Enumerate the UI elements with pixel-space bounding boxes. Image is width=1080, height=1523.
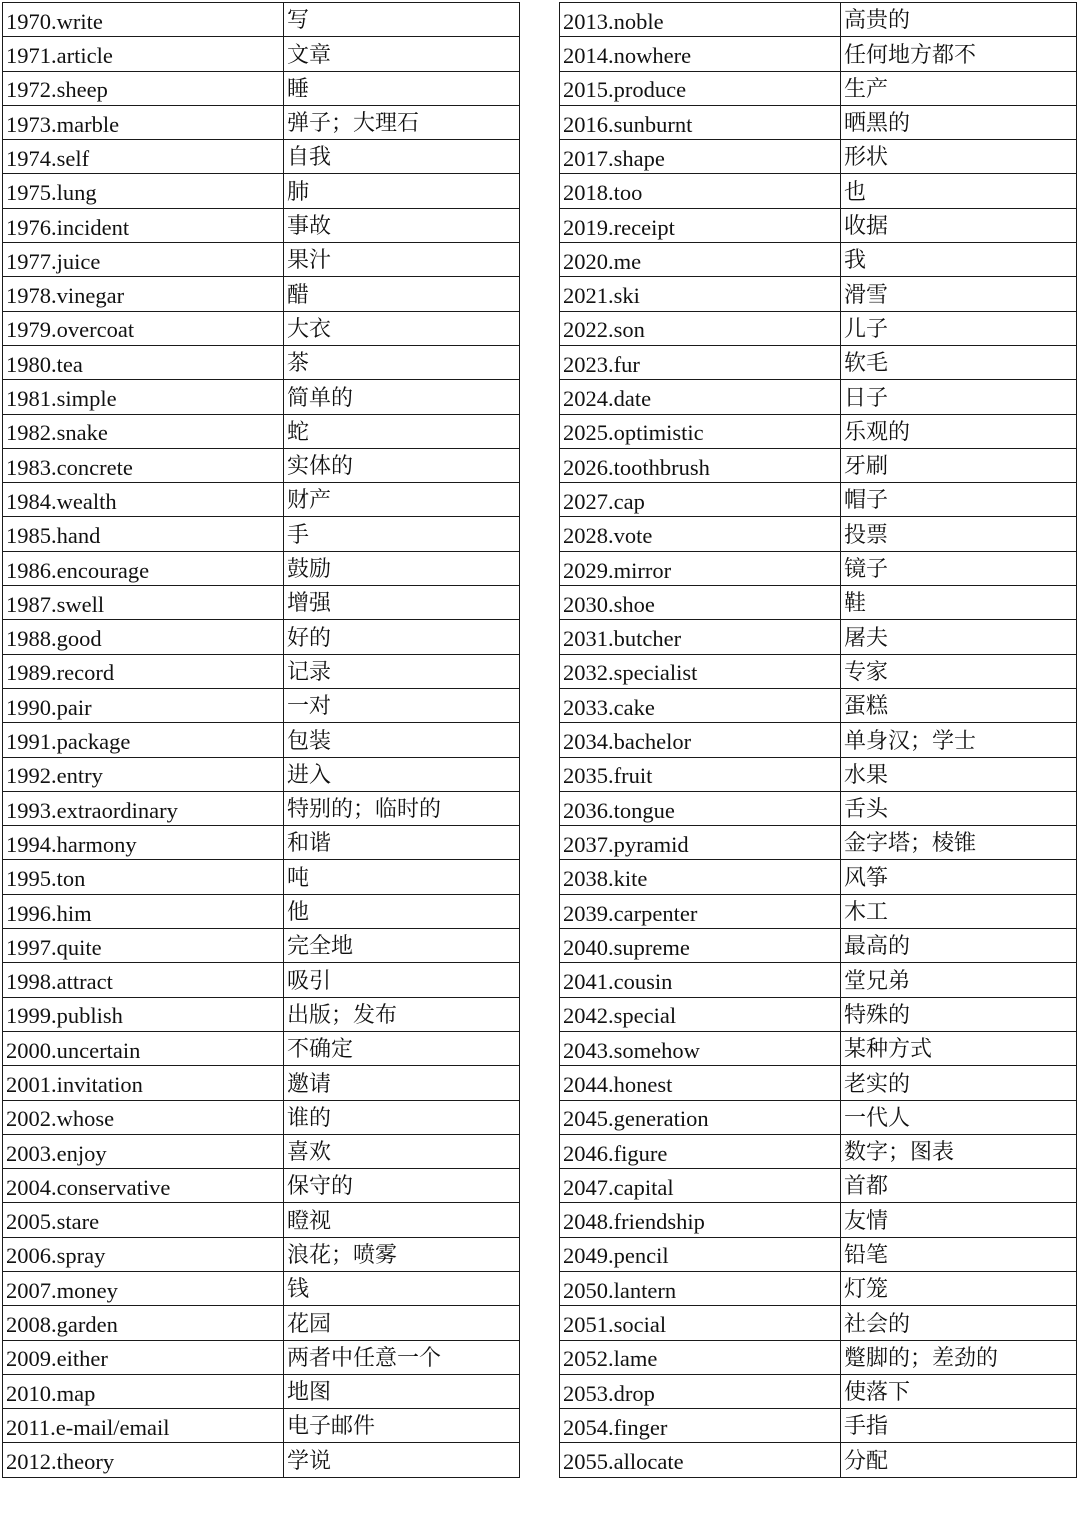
vocab-word: 1999.publish [3,997,284,1031]
table-row [560,311,1077,345]
table-row [560,1203,1077,1237]
vocab-meaning: 数字；图表 [841,1134,1077,1168]
vocab-meaning: 浪花；喷雾 [284,1237,520,1271]
table-row [3,414,520,448]
vocab-meaning: 特别的；临时的 [284,791,520,825]
vocab-meaning: 肺 [284,174,520,208]
vocab-word: 2037.pyramid [560,826,841,860]
vocab-meaning: 一对 [284,688,520,722]
vocab-word: 2046.figure [560,1134,841,1168]
table-row [3,3,520,37]
table-row [3,71,520,105]
vocab-meaning: 吨 [284,860,520,894]
vocab-word: 2021.ski [560,277,841,311]
table-row [560,620,1077,654]
vocab-meaning: 高贵的 [841,3,1077,37]
vocab-meaning: 最高的 [841,929,1077,963]
vocab-word: 1992.entry [3,757,284,791]
table-row [560,140,1077,174]
vocab-meaning: 一代人 [841,1100,1077,1134]
table-row [3,448,520,482]
table-row [560,1374,1077,1408]
vocab-meaning: 任何地方都不 [841,37,1077,71]
table-row [560,414,1077,448]
table-row [560,551,1077,585]
table-row [560,1340,1077,1374]
vocab-word: 1982.snake [3,414,284,448]
table-row [560,1237,1077,1271]
vocab-word: 1977.juice [3,243,284,277]
vocab-meaning: 花园 [284,1306,520,1340]
vocab-meaning: 财产 [284,483,520,517]
vocab-word: 2000.uncertain [3,1031,284,1065]
vocab-meaning: 包装 [284,723,520,757]
table-row [3,1409,520,1443]
table-row [560,37,1077,71]
table-row [3,929,520,963]
vocab-word: 2011.e-mail/email [3,1409,284,1443]
vocab-meaning: 不确定 [284,1031,520,1065]
vocab-word: 2047.capital [560,1169,841,1203]
vocab-word: 2039.carpenter [560,894,841,928]
vocab-word: 2018.too [560,174,841,208]
vocab-meaning: 地图 [284,1374,520,1408]
vocab-word: 2030.shoe [560,586,841,620]
vocab-meaning: 保守的 [284,1169,520,1203]
vocab-meaning: 某种方式 [841,1031,1077,1065]
table-row [560,654,1077,688]
vocab-word: 2001.invitation [3,1066,284,1100]
vocab-word: 2029.mirror [560,551,841,585]
vocab-meaning: 舌头 [841,791,1077,825]
table-row [3,757,520,791]
table-row [3,105,520,139]
vocab-meaning: 蹩脚的；差劲的 [841,1340,1077,1374]
table-row [3,1203,520,1237]
vocab-meaning: 鞋 [841,586,1077,620]
vocab-meaning: 软毛 [841,345,1077,379]
vocab-word: 2032.specialist [560,654,841,688]
vocab-word: 2045.generation [560,1100,841,1134]
vocab-word: 2008.garden [3,1306,284,1340]
table-row [3,1306,520,1340]
vocab-word: 2053.drop [560,1374,841,1408]
vocab-word: 1986.encourage [3,551,284,585]
table-row [560,586,1077,620]
table-row [560,3,1077,37]
vocab-meaning: 邀请 [284,1066,520,1100]
table-row [560,105,1077,139]
table-row [3,620,520,654]
vocab-word: 1998.attract [3,963,284,997]
vocab-meaning: 滑雪 [841,277,1077,311]
vocab-meaning: 风筝 [841,860,1077,894]
vocab-meaning: 单身汉；学士 [841,723,1077,757]
vocab-meaning: 帽子 [841,483,1077,517]
table-row [560,688,1077,722]
vocab-meaning: 也 [841,174,1077,208]
table-row [3,37,520,71]
vocab-word: 1972.sheep [3,71,284,105]
vocab-meaning: 醋 [284,277,520,311]
vocab-word: 1997.quite [3,929,284,963]
table-row [3,1237,520,1271]
vocab-word: 1976.incident [3,208,284,242]
vocab-meaning: 我 [841,243,1077,277]
vocab-word: 2044.honest [560,1066,841,1100]
vocab-meaning: 文章 [284,37,520,71]
vocab-word: 2007.money [3,1271,284,1305]
vocab-word: 2035.fruit [560,757,841,791]
table-row [560,1409,1077,1443]
vocab-word: 1984.wealth [3,483,284,517]
vocab-meaning: 大衣 [284,311,520,345]
table-row [3,140,520,174]
vocab-meaning: 儿子 [841,311,1077,345]
table-row [560,963,1077,997]
vocab-word: 2014.nowhere [560,37,841,71]
table-row [3,1443,520,1477]
vocab-table-left [2,2,520,1478]
vocab-meaning: 记录 [284,654,520,688]
table-row [560,1134,1077,1168]
vocab-meaning: 形状 [841,140,1077,174]
vocab-meaning: 两者中任意一个 [284,1340,520,1374]
vocab-meaning: 社会的 [841,1306,1077,1340]
vocab-word: 2040.supreme [560,929,841,963]
vocab-meaning: 镜子 [841,551,1077,585]
vocab-meaning: 出版；发布 [284,997,520,1031]
table-row [3,1134,520,1168]
table-row [3,1031,520,1065]
vocab-meaning: 电子邮件 [284,1409,520,1443]
table-row [3,826,520,860]
vocab-word: 1990.pair [3,688,284,722]
vocab-meaning: 堂兄弟 [841,963,1077,997]
vocab-meaning: 他 [284,894,520,928]
vocab-word: 1970.write [3,3,284,37]
vocab-word: 2033.cake [560,688,841,722]
vocab-word: 2020.me [560,243,841,277]
vocab-word: 2041.cousin [560,963,841,997]
vocab-meaning: 和谐 [284,826,520,860]
table-row [560,517,1077,551]
table-row [560,826,1077,860]
vocab-meaning: 果汁 [284,243,520,277]
vocab-meaning: 水果 [841,757,1077,791]
table-row [3,894,520,928]
vocab-word: 2009.either [3,1340,284,1374]
vocab-meaning: 好的 [284,620,520,654]
vocab-meaning: 铅笔 [841,1237,1077,1271]
table-row [560,723,1077,757]
vocab-meaning: 日子 [841,380,1077,414]
vocab-word: 1995.ton [3,860,284,894]
table-row [560,1271,1077,1305]
vocab-word: 1996.him [3,894,284,928]
vocab-word: 2027.cap [560,483,841,517]
table-row [3,1066,520,1100]
table-row [560,1306,1077,1340]
vocab-meaning: 进入 [284,757,520,791]
vocab-word: 1983.concrete [3,448,284,482]
table-row [3,1340,520,1374]
vocab-meaning: 使落下 [841,1374,1077,1408]
vocab-word: 2036.tongue [560,791,841,825]
vocab-word: 1994.harmony [3,826,284,860]
vocab-meaning: 谁的 [284,1100,520,1134]
vocab-meaning: 专家 [841,654,1077,688]
vocab-word: 2016.sunburnt [560,105,841,139]
vocab-meaning: 完全地 [284,929,520,963]
table-row [3,1271,520,1305]
table-row [560,1100,1077,1134]
vocab-meaning: 钱 [284,1271,520,1305]
table-row [3,208,520,242]
vocab-word: 2005.stare [3,1203,284,1237]
vocab-meaning: 乐观的 [841,414,1077,448]
vocab-meaning: 瞪视 [284,1203,520,1237]
vocab-word: 2022.son [560,311,841,345]
table-row [3,517,520,551]
vocab-meaning: 分配 [841,1443,1077,1477]
vocab-word: 2034.bachelor [560,723,841,757]
table-row [560,380,1077,414]
vocab-word: 1971.article [3,37,284,71]
vocab-word: 2050.lantern [560,1271,841,1305]
vocab-meaning: 老实的 [841,1066,1077,1100]
vocab-word: 2055.allocate [560,1443,841,1477]
vocab-word: 2038.kite [560,860,841,894]
table-row [3,791,520,825]
vocab-word: 1981.simple [3,380,284,414]
vocab-word: 2013.noble [560,3,841,37]
vocab-word: 2042.special [560,997,841,1031]
vocab-meaning: 写 [284,3,520,37]
vocab-word: 2015.produce [560,71,841,105]
table-row [560,483,1077,517]
table-row [3,1100,520,1134]
vocab-meaning: 增强 [284,586,520,620]
vocab-word: 2003.enjoy [3,1134,284,1168]
table-row [3,997,520,1031]
table-row [560,448,1077,482]
vocab-word: 2052.lame [560,1340,841,1374]
vocab-meaning: 屠夫 [841,620,1077,654]
vocab-word: 2054.finger [560,1409,841,1443]
table-row [560,71,1077,105]
vocab-word: 1987.swell [3,586,284,620]
vocab-meaning: 生产 [841,71,1077,105]
vocab-meaning: 简单的 [284,380,520,414]
table-row [560,1031,1077,1065]
table-row [560,1169,1077,1203]
vocab-word: 1985.hand [3,517,284,551]
vocab-word: 1991.package [3,723,284,757]
table-row [3,586,520,620]
vocab-word: 2012.theory [3,1443,284,1477]
vocab-meaning: 手 [284,517,520,551]
table-row [560,894,1077,928]
table-row [560,174,1077,208]
vocab-meaning: 实体的 [284,448,520,482]
table-row [560,757,1077,791]
vocab-word: 1993.extraordinary [3,791,284,825]
table-row [560,929,1077,963]
vocab-table-left-body [3,3,520,1478]
vocab-word: 1989.record [3,654,284,688]
vocab-meaning: 手指 [841,1409,1077,1443]
vocab-meaning: 晒黑的 [841,105,1077,139]
vocab-meaning: 学说 [284,1443,520,1477]
table-row [3,860,520,894]
vocab-meaning: 蛋糕 [841,688,1077,722]
table-row [3,345,520,379]
table-row [3,174,520,208]
vocab-meaning: 投票 [841,517,1077,551]
vocab-meaning: 蛇 [284,414,520,448]
vocab-word: 2051.social [560,1306,841,1340]
vocab-word: 2023.fur [560,345,841,379]
vocab-meaning: 木工 [841,894,1077,928]
table-row [560,277,1077,311]
table-row [3,1374,520,1408]
table-row [3,243,520,277]
table-row [560,243,1077,277]
vocab-word: 2025.optimistic [560,414,841,448]
table-row [560,860,1077,894]
vocab-word: 1980.tea [3,345,284,379]
vocab-word: 2019.receipt [560,208,841,242]
vocab-word: 2004.conservative [3,1169,284,1203]
vocab-word: 2006.spray [3,1237,284,1271]
table-row [3,654,520,688]
table-row [560,997,1077,1031]
table-row [560,1443,1077,1477]
vocab-word: 2048.friendship [560,1203,841,1237]
vocab-meaning: 喜欢 [284,1134,520,1168]
table-row [3,688,520,722]
vocab-meaning: 茶 [284,345,520,379]
vocab-word: 2043.somehow [560,1031,841,1065]
table-row [560,345,1077,379]
vocab-meaning: 弹子；大理石 [284,105,520,139]
vocab-meaning: 特殊的 [841,997,1077,1031]
vocab-meaning: 首都 [841,1169,1077,1203]
vocab-word: 2031.butcher [560,620,841,654]
vocab-meaning: 事故 [284,208,520,242]
table-row [3,723,520,757]
vocab-meaning: 吸引 [284,963,520,997]
table-row [560,791,1077,825]
vocab-word: 2026.toothbrush [560,448,841,482]
table-row [560,1066,1077,1100]
vocab-meaning: 自我 [284,140,520,174]
vocab-word: 2049.pencil [560,1237,841,1271]
table-row [3,380,520,414]
table-row [3,551,520,585]
vocab-meaning: 牙刷 [841,448,1077,482]
table-row [560,208,1077,242]
vocab-meaning: 友情 [841,1203,1077,1237]
vocab-word: 1974.self [3,140,284,174]
table-row [3,1169,520,1203]
vocab-word: 1988.good [3,620,284,654]
vocab-word: 2010.map [3,1374,284,1408]
table-row [3,963,520,997]
vocab-word: 1975.lung [3,174,284,208]
vocab-meaning: 金字塔；棱锥 [841,826,1077,860]
table-row [3,277,520,311]
vocab-meaning: 鼓励 [284,551,520,585]
vocab-word: 1979.overcoat [3,311,284,345]
vocab-meaning: 灯笼 [841,1271,1077,1305]
vocab-word: 1978.vinegar [3,277,284,311]
table-row [3,311,520,345]
vocab-word: 2017.shape [560,140,841,174]
vocab-meaning: 收据 [841,208,1077,242]
vocab-word: 1973.marble [3,105,284,139]
vocab-meaning: 睡 [284,71,520,105]
vocab-table-right-body [560,3,1077,1478]
vocab-word: 2002.whose [3,1100,284,1134]
vocab-word: 2024.date [560,380,841,414]
table-row [3,483,520,517]
vocab-table-right [559,2,1077,1478]
vocab-word: 2028.vote [560,517,841,551]
